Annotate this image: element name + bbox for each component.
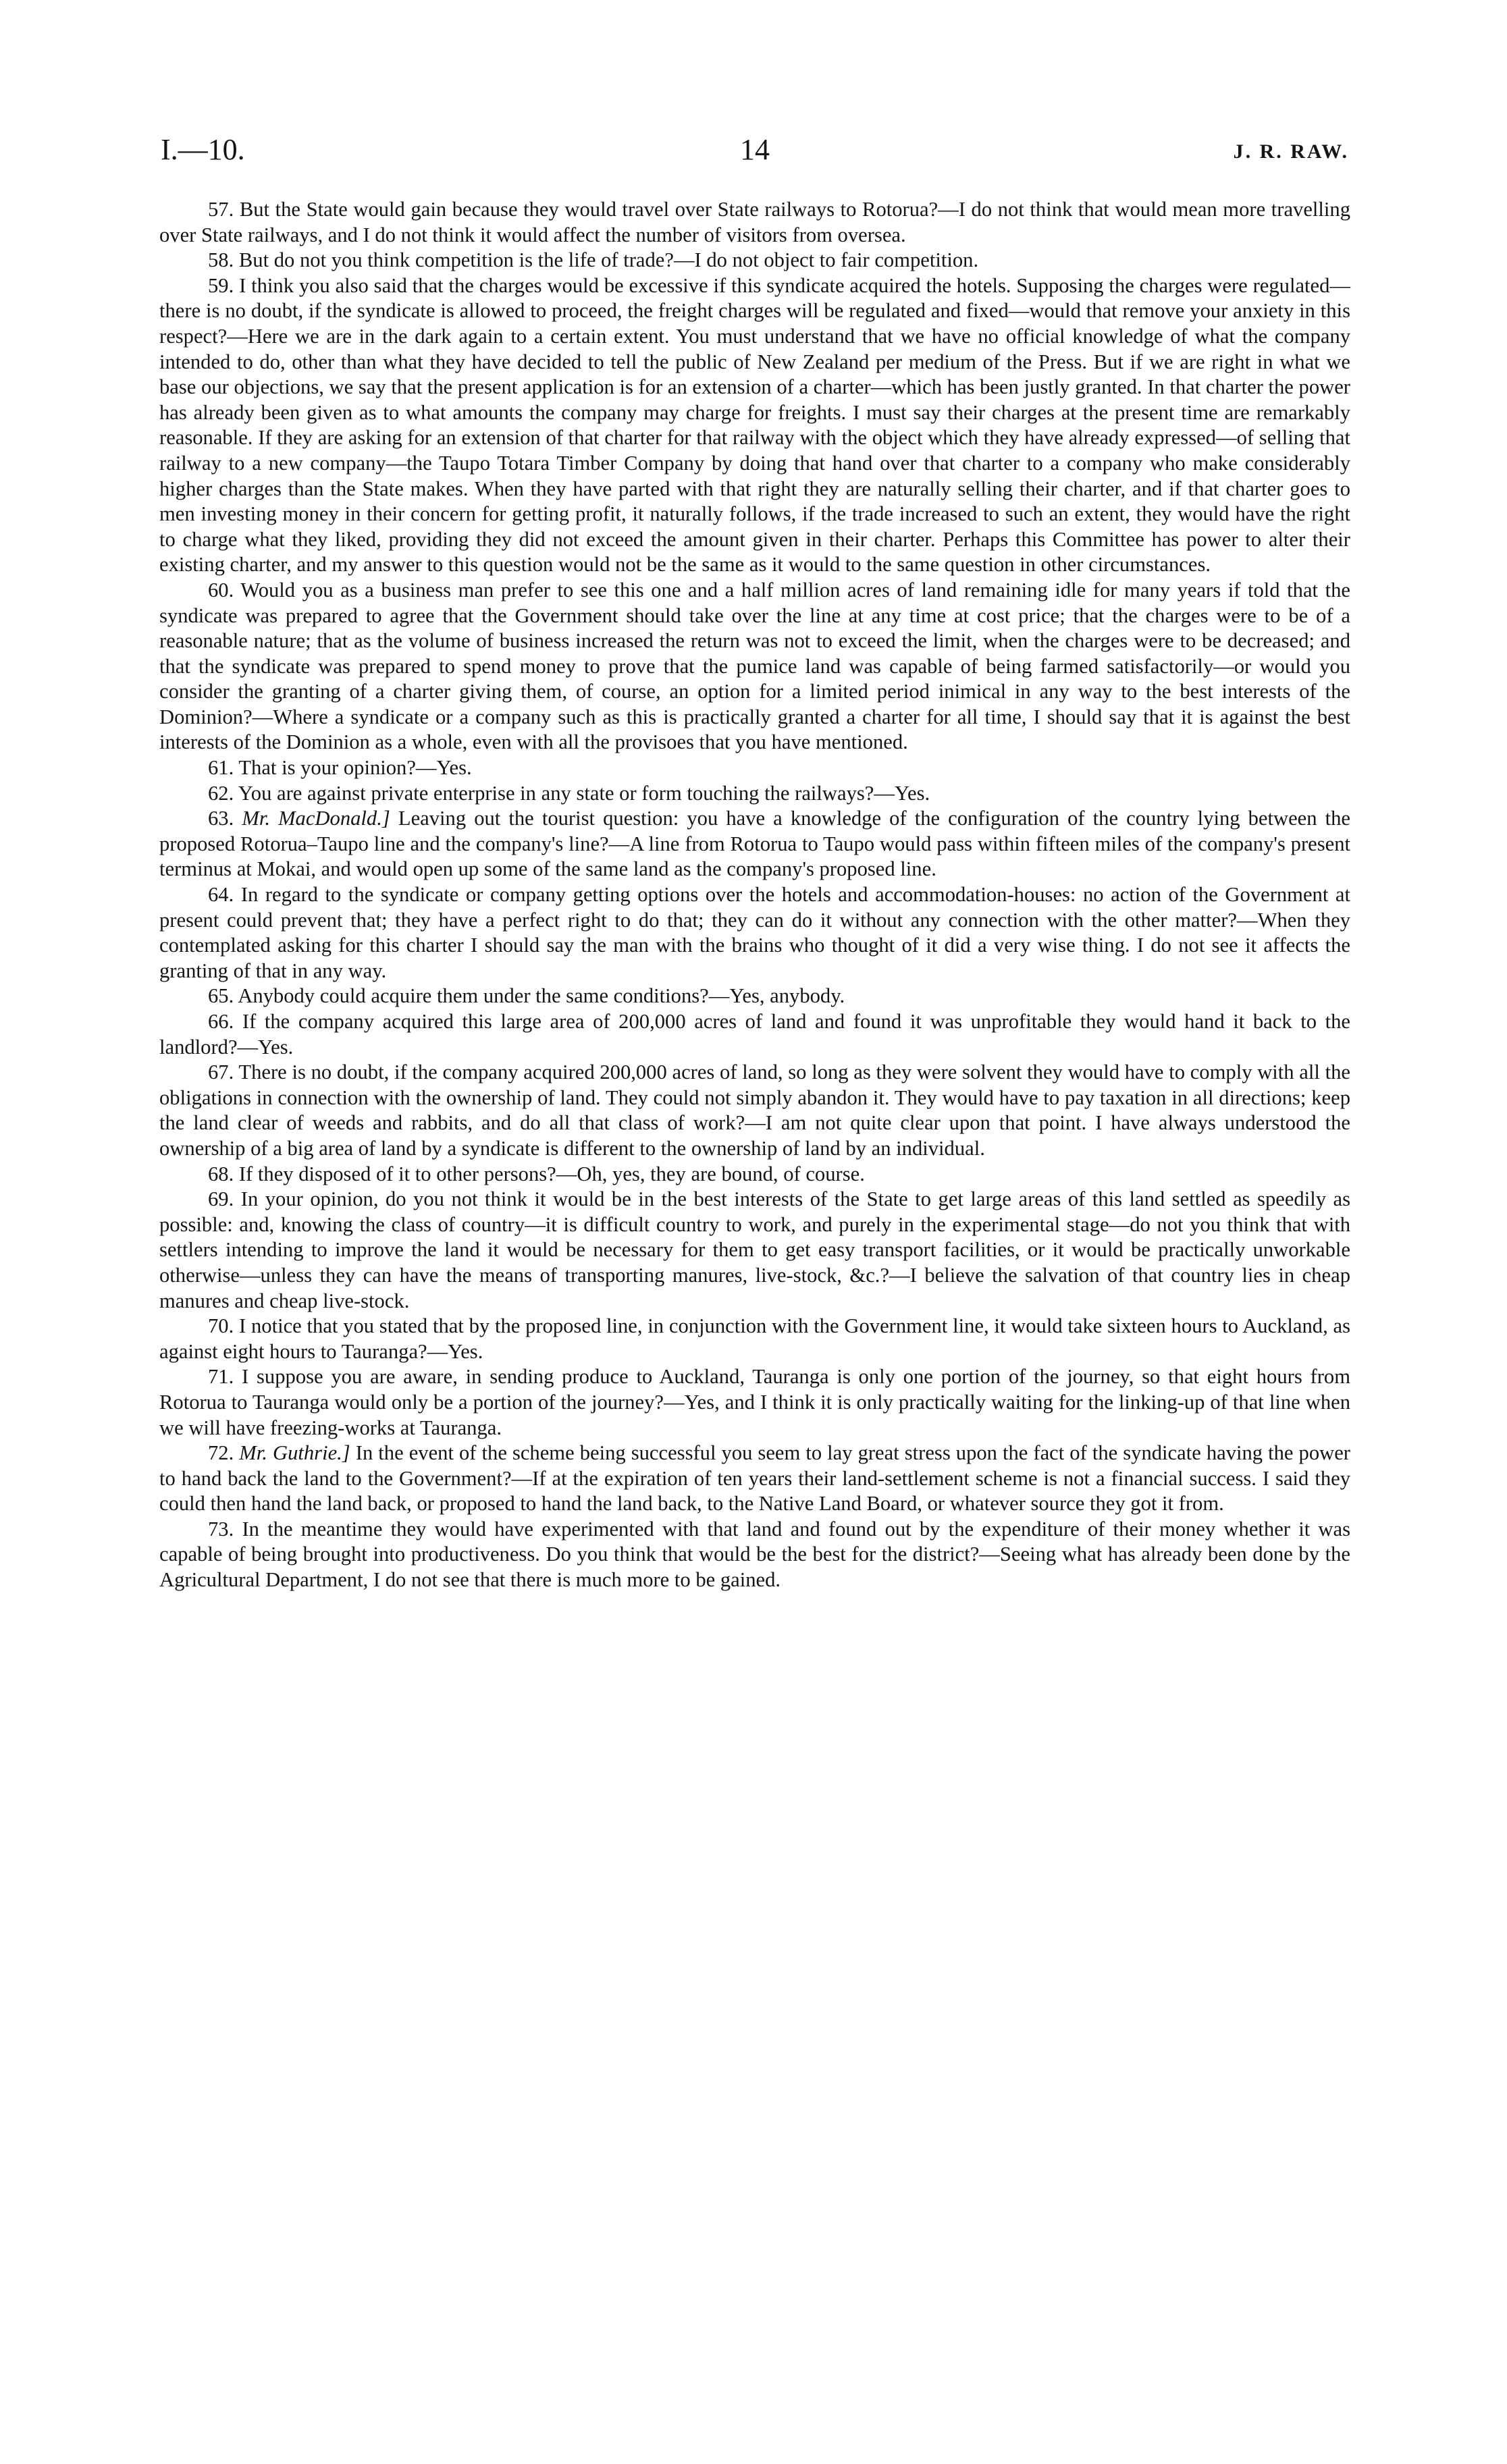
paragraph-text: Leaving out the tourist question: you have a knowledge of the configuration of the country lying between the proposed Rotorua–Taupo line and the company's line?—A line from Rotorua to Taupo would pass within fifteen miles of the company's present terminus at Mokai, and would open up some of the same land as the company's proposed line. xyxy=(159,807,1350,881)
evidence-paragraph xyxy=(159,273,1350,578)
page-header xyxy=(161,132,1349,173)
question-number: 61. xyxy=(208,756,234,780)
evidence-paragraph xyxy=(159,1187,1350,1314)
evidence-paragraph xyxy=(159,755,1350,781)
evidence-paragraph xyxy=(159,1009,1350,1060)
paragraph-text: Anybody could acquire them under the same conditions?—Yes, anybody. xyxy=(238,984,845,1008)
paragraph-text: If the company acquired this large area of 200,000 acres of land and found it was unprofitable they would hand it back to the landlord?—Yes. xyxy=(159,1010,1350,1059)
question-number: 57. xyxy=(208,198,234,221)
paragraph-text: If they disposed of it to other persons?—Oh, yes, they are bound, of course. xyxy=(238,1162,865,1185)
paragraph-text: In the event of the scheme being successful you seem to lay great stress upon the fact of the syndicate having the power to hand back the land to the Government?—If at the expiration of ten years their land-settlement scheme is not a financial success. I said they could then hand the land back, or proposed to hand the land back, to the Native Land Board, or whatever source they got it from. xyxy=(159,1441,1350,1516)
witness-name: J. R. RAW. xyxy=(1233,140,1349,163)
paragraph-text: You are against private enterprise in any state or form touching the railways?—Yes. xyxy=(238,781,930,805)
paragraph-text: But the State would gain because they would travel over State railways to Rotorua?—I do not think that would mean more travelling over State railways, and I do not think it would affect the number of visitors from oversea. xyxy=(159,198,1350,246)
paragraph-text: But do not you think competition is the life of trade?—I do not object to fair competition. xyxy=(238,248,979,272)
question-number: 70. xyxy=(208,1314,234,1338)
evidence-paragraph xyxy=(159,1517,1350,1593)
evidence-paragraph xyxy=(159,984,1350,1009)
question-number: 62. xyxy=(208,781,234,805)
question-number: 67. xyxy=(208,1061,234,1084)
question-number: 66. xyxy=(208,1010,234,1033)
question-number: 63. xyxy=(208,807,234,830)
question-number: 69. xyxy=(208,1187,234,1211)
paragraph-text: There is no doubt, if the company acquired 200,000 acres of land, so long as they were solvent they would have to comply with all the obligations in connection with the ownership of land. They could not simply abandon it. They would have to pay taxation in all directions; keep the land clear of weeds and rabbits, and do all that class of work?—I am not quite clear upon that point. I have always understood the ownership of a big area of land by a syndicate is different to the ownership of land by an individual. xyxy=(159,1061,1350,1160)
paragraph-text: In your opinion, do you not think it would be in the best interests of the State to get large areas of this land settled as speedily as possible: and, knowing the class of country—it is difficult country to work, and purely in the experimental stage—do not you think that with settlers intending to improve the land it would be necessary for them to get easy transport facilities, or it would be practically unworkable otherwise—unless they can have the means of transporting manures, live-stock, &c.?—I believe the salvation of that country lies in cheap manures and cheap live-stock. xyxy=(159,1187,1350,1312)
document-reference: I.—10. xyxy=(161,133,245,166)
question-number: 72. xyxy=(208,1441,234,1465)
question-number: 64. xyxy=(208,883,234,907)
paragraph-text: In regard to the syndicate or company getting options over the hotels and accommodation-houses: no action of the Government at present could prevent that; they have a perfect right to do that; they can do it without any connection with the other matter?—When they contemplated asking for this charter I should say the man with the brains who thought of it did a very wise thing. I do not see it affects the granting of that in any way. xyxy=(159,883,1350,982)
evidence-paragraph xyxy=(159,1441,1350,1517)
question-number: 58. xyxy=(208,248,234,272)
paragraph-text: I notice that you stated that by the proposed line, in conjunction with the Government line, it would take sixteen hours to Auckland, as against eight hours to Tauranga?—Yes. xyxy=(159,1314,1351,1363)
evidence-paragraph xyxy=(159,882,1350,984)
paragraph-text: In the meantime they would have experimented with that land and found out by the expenditure of their money whether it was capable of being brought into productiveness. Do you think that would be the best for the district?—Seeing what has already been done by the Agricultural Department, I do not see that there is much more to be gained. xyxy=(159,1517,1350,1592)
question-number: 68. xyxy=(208,1162,234,1185)
evidence-paragraph xyxy=(159,1314,1350,1364)
question-number: 73. xyxy=(208,1517,234,1541)
evidence-paragraph xyxy=(159,578,1350,755)
question-number: 60. xyxy=(208,578,234,601)
page-number: 14 xyxy=(740,133,770,166)
paragraph-text: I think you also said that the charges would be excessive if this syndicate acquired the hotels. Supposing the charges were regulated—there is no doubt, if the syndicate is allowed to proceed, the freight charges will be regulated and fixed—would that remove your anxiety in this respect?—Here we are in the dark again to a certain extent. You must understand that we have no official knowledge of what the company intended to do, other than what they have decided to tell the public of New Zealand per medium of the Press. But if we are right in what we base our objections, we say that the present application is for an extension of a charter—which has been justly granted. In that charter the power has already been given as to what amounts the company may charge for freights. I must say their charges at the present time are remarkably reasonable. If they are asking for an extension of that charter for that railway with the object which they have already expressed—of selling that railway to a new company—the Taupo Totara Timber Company by doing that hand over that charter to a company who make considerably higher charges than the State makes. When they have parted with that right they are naturally selling their charter, and if that charter goes to men investing money in their concern for getting profit, it naturally follows, if the trade increased to such an extent, they would have the right to charge what they liked, providing they did not exceed the amount given in their charter. Perhaps this Committee has power to alter their existing charter, and my answer to this question would not be the same as it would to the same question in other circumstances. xyxy=(159,273,1350,577)
paragraph-text: I suppose you are aware, in sending produce to Auckland, Tauranga is only one portion of the journey, so that eight hours from Rotorua to Tauranga would only be a portion of the journey?—Yes, and I think it is only practically waiting for the linking-up of that line when we will have freezing-works at Tauranga. xyxy=(159,1365,1350,1439)
paragraph-text: Would you as a business man prefer to see this one and a half million acres of land remaining idle for many years if told that the syndicate was prepared to agree that the Government should take over the line at any time at cost price; that the charges were to be of a reasonable nature; that as the volume of business increased the return was not to exceed the limit, when the charges were to be decreased; and that the syndicate was prepared to spend money to prove that the pumice land was capable of being farmed satisfactorily—or would you consider the granting of a charter giving them, of course, an option for a limited period inimical in any way to the best interests of the Dominion?—Where a syndicate or a company such as this is practically granted a charter for all time, I should say that it is against the best interests of the Dominion as a whole, even with all the provisoes that you have mentioned. xyxy=(159,578,1350,754)
evidence-paragraph xyxy=(159,1162,1350,1187)
evidence-paragraph xyxy=(159,248,1350,273)
evidence-paragraph xyxy=(159,781,1350,807)
question-number: 65. xyxy=(208,984,234,1008)
evidence-paragraph xyxy=(159,1364,1350,1441)
question-number: 59. xyxy=(208,273,234,297)
evidence-paragraph xyxy=(159,1060,1350,1161)
evidence-paragraph xyxy=(159,806,1350,882)
evidence-body xyxy=(159,197,1350,1593)
evidence-paragraph xyxy=(159,197,1350,248)
speaker-name: Mr. MacDonald.] xyxy=(242,807,390,830)
question-number: 71. xyxy=(208,1365,234,1389)
speaker-name: Mr. Guthrie.] xyxy=(239,1441,350,1465)
paragraph-text: That is your opinion?—Yes. xyxy=(238,756,472,780)
